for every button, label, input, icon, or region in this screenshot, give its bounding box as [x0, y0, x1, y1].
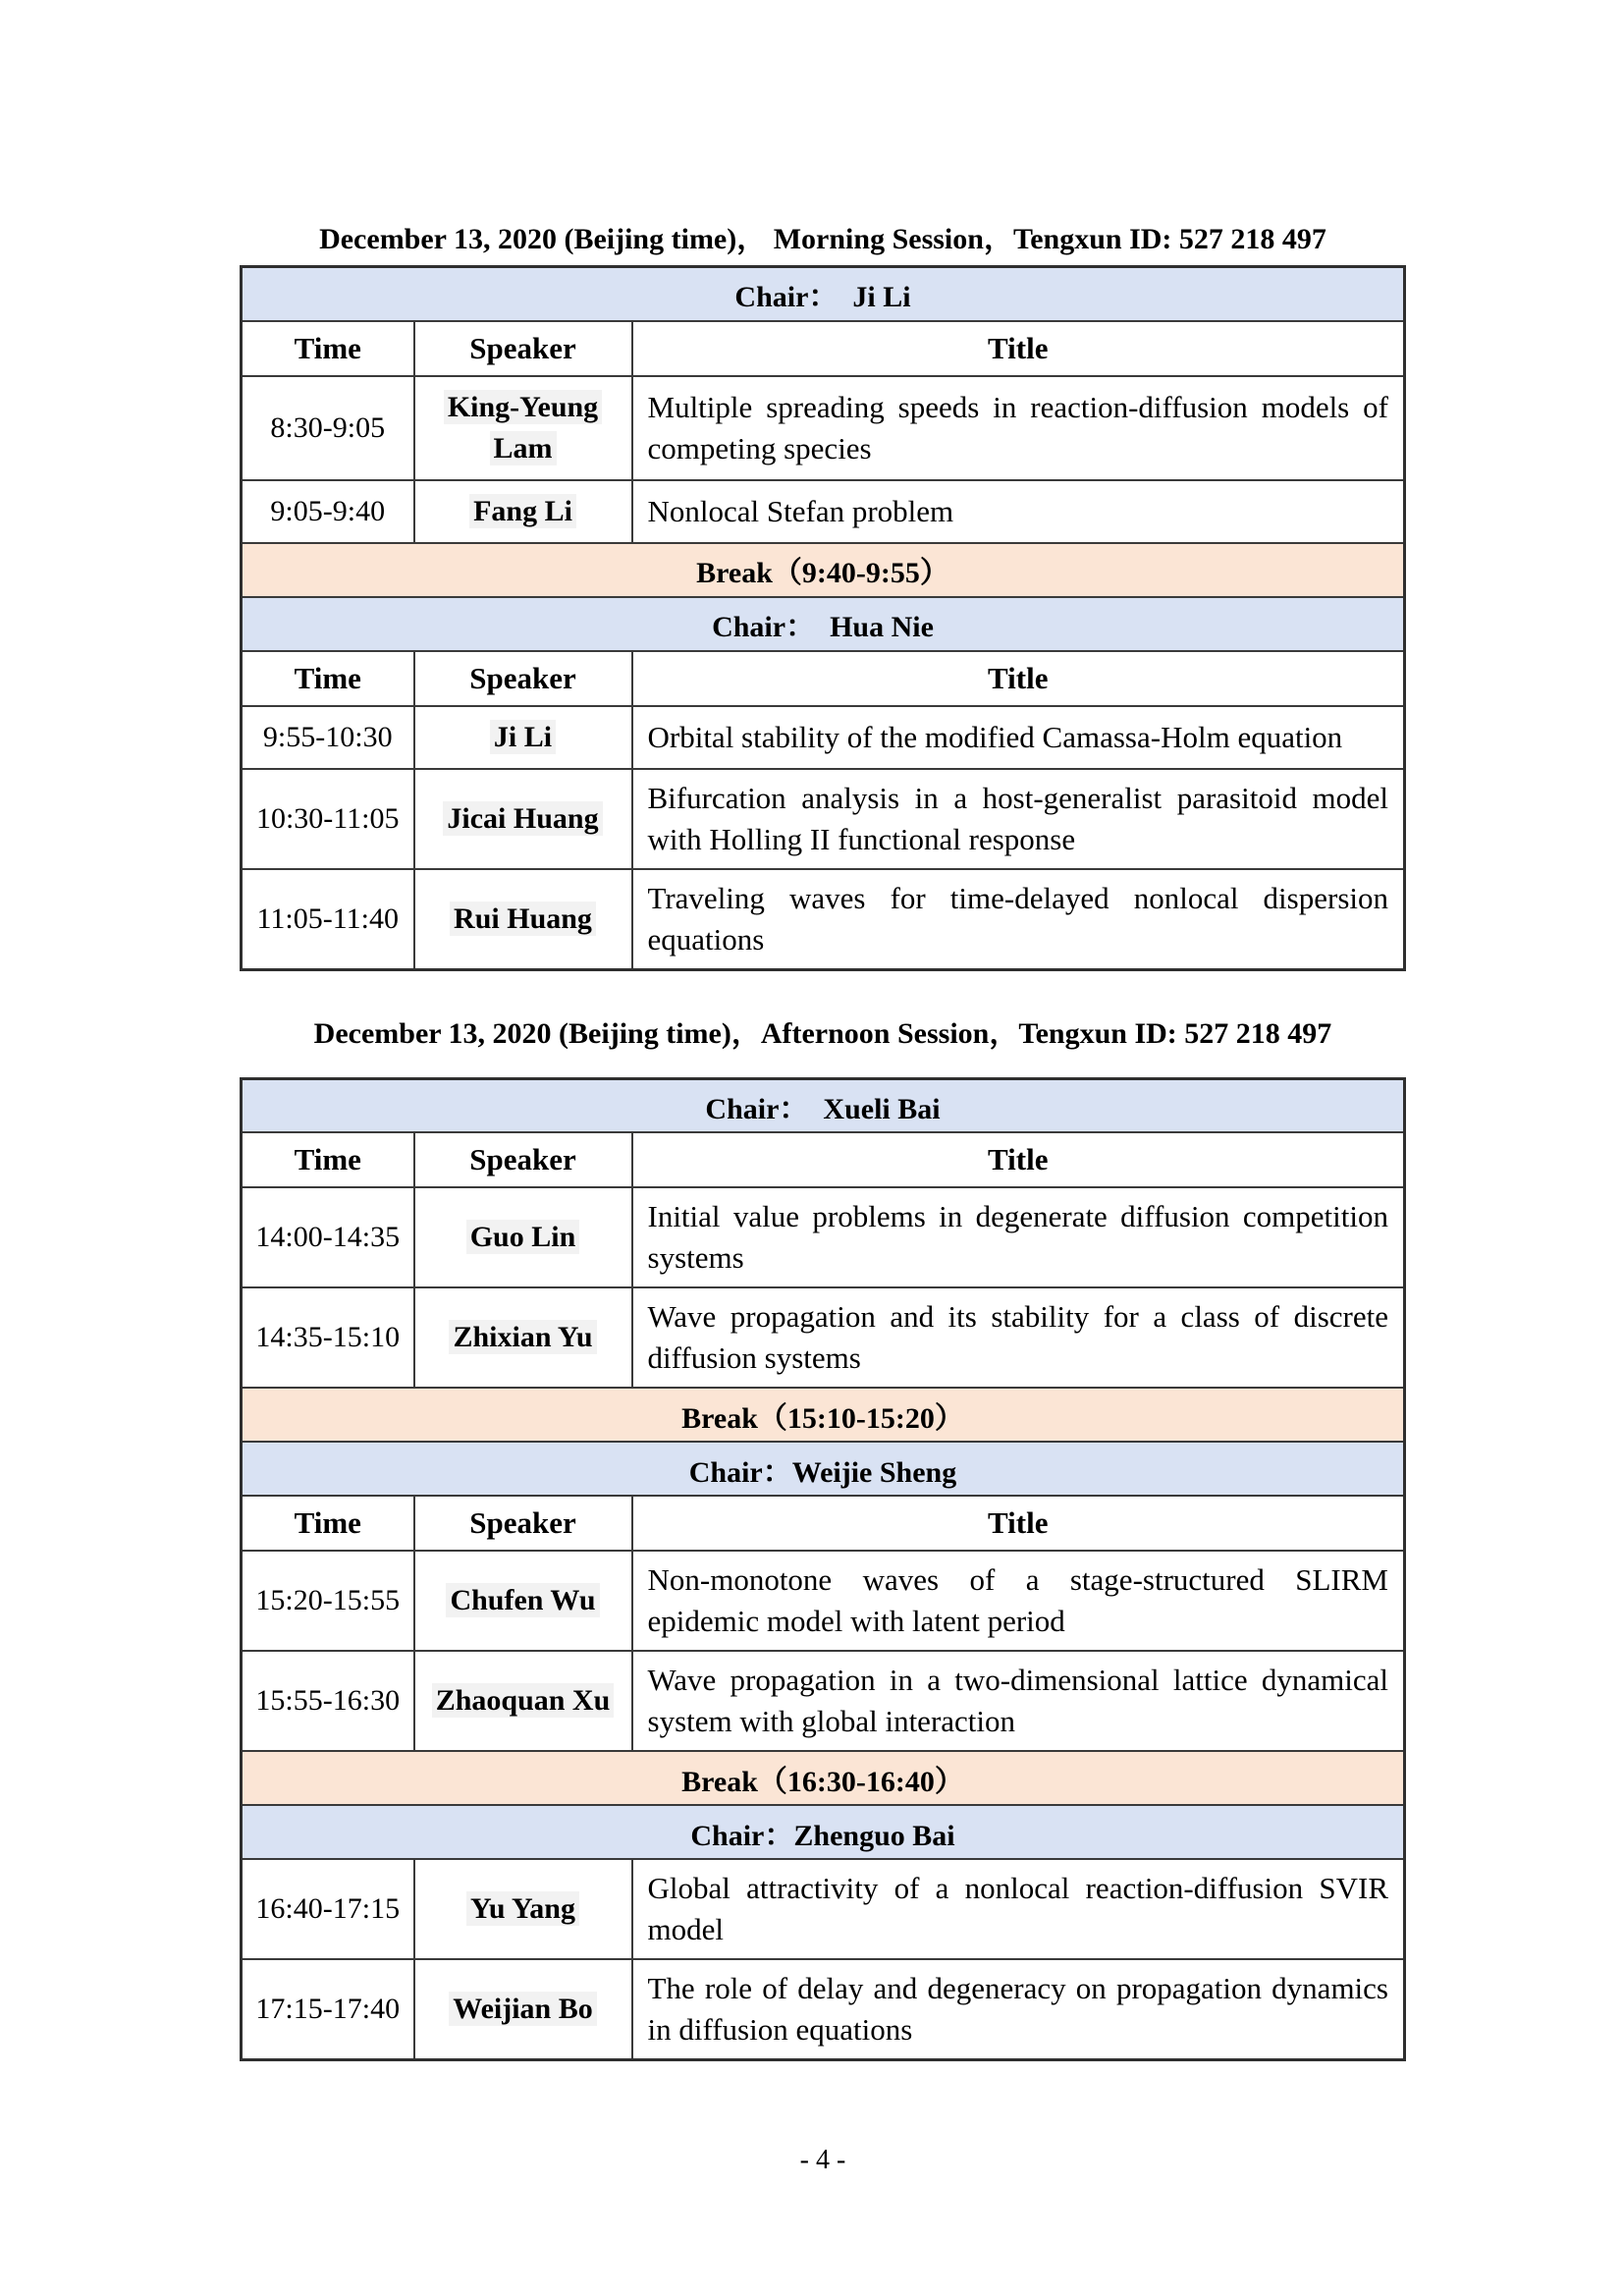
talk-title: Non-monotone waves of a stage-structured SLIRM epidemic model with latent period — [632, 1551, 1405, 1651]
page-content — [240, 0, 1406, 2061]
talk-speaker-cell — [414, 706, 632, 769]
talk-time: 16:40-17:15 — [242, 1859, 414, 1959]
talk-speaker-cell — [414, 1651, 632, 1751]
talk-speaker-cell — [414, 1959, 632, 2060]
talk-title: Traveling waves for time-delayed nonlocal dispersion equations — [632, 869, 1405, 970]
page-number: - 4 - — [799, 2145, 846, 2175]
talk-row — [242, 1959, 1405, 2060]
talk-title: Multiple spreading speeds in reaction-diffusion models of competing species — [632, 376, 1405, 480]
chair-label: Chair： Ji Li — [242, 267, 1405, 321]
talk-title: Nonlocal Stefan problem — [632, 480, 1405, 543]
col-header-time: Time — [242, 1132, 414, 1187]
talk-row — [242, 1187, 1405, 1287]
morning-session-heading: December 13, 2020 (Beijing time)， Morning Session，Tengxun ID: 527 218 497 — [319, 223, 1326, 255]
talk-speaker: Zhaoquan Xu — [432, 1683, 615, 1718]
break-label: Break（15:10-15:20） — [242, 1388, 1405, 1442]
column-header-row — [242, 651, 1405, 706]
talk-title: Bifurcation analysis in a host-generalist parasitoid model with Holling II functional response — [632, 769, 1405, 869]
talk-speaker-cell — [414, 769, 632, 869]
column-header-row — [242, 1496, 1405, 1551]
talk-speaker: Guo Lin — [466, 1220, 580, 1254]
col-header-title: Title — [632, 321, 1405, 376]
talk-time: 10:30-11:05 — [242, 769, 414, 869]
column-header-row — [242, 1132, 1405, 1187]
talk-speaker: Rui Huang — [450, 902, 596, 936]
talk-speaker: Fang Li — [469, 494, 576, 528]
talk-title: Global attractivity of a nonlocal reaction-diffusion SVIR model — [632, 1859, 1405, 1959]
chair-label: Chair： Hua Nie — [242, 597, 1405, 651]
talk-row — [242, 480, 1405, 543]
chair-row — [242, 597, 1405, 651]
talk-speaker: Ji Li — [490, 720, 556, 754]
talk-time: 17:15-17:40 — [242, 1959, 414, 2060]
break-row — [242, 1388, 1405, 1442]
chair-row — [242, 1805, 1405, 1859]
talk-row — [242, 706, 1405, 769]
talk-speaker: Yu Yang — [466, 1891, 579, 1926]
talk-speaker: Jicai Huang — [443, 801, 602, 836]
col-header-title: Title — [632, 1496, 1405, 1551]
col-header-time: Time — [242, 1496, 414, 1551]
talk-time: 15:55-16:30 — [242, 1651, 414, 1751]
talk-row — [242, 1287, 1405, 1388]
talk-title: Wave propagation in a two-dimensional lattice dynamical system with global interaction — [632, 1651, 1405, 1751]
talk-time: 9:05-9:40 — [242, 480, 414, 543]
col-header-speaker: Speaker — [414, 651, 632, 706]
talk-title: Wave propagation and its stability for a class of discrete diffusion systems — [632, 1287, 1405, 1388]
col-header-time: Time — [242, 321, 414, 376]
column-header-row — [242, 321, 1405, 376]
talk-speaker-cell — [414, 869, 632, 970]
talk-row — [242, 1551, 1405, 1651]
break-row — [242, 1751, 1405, 1805]
col-header-speaker: Speaker — [414, 1132, 632, 1187]
break-label: Break（16:30-16:40） — [242, 1751, 1405, 1805]
morning-session-table — [240, 265, 1406, 971]
col-header-title: Title — [632, 1132, 1405, 1187]
talk-row — [242, 769, 1405, 869]
talk-speaker-cell — [414, 1551, 632, 1651]
talk-speaker-cell — [414, 376, 632, 480]
break-row — [242, 543, 1405, 597]
talk-time: 11:05-11:40 — [242, 869, 414, 970]
chair-row — [242, 267, 1405, 321]
col-header-speaker: Speaker — [414, 321, 632, 376]
talk-time: 8:30-9:05 — [242, 376, 414, 480]
talk-title: The role of delay and degeneracy on propagation dynamics in diffusion equations — [632, 1959, 1405, 2060]
chair-row — [242, 1442, 1405, 1496]
talk-title: Initial value problems in degenerate diffusion competition systems — [632, 1187, 1405, 1287]
talk-speaker: Zhixian Yu — [449, 1320, 596, 1354]
talk-time: 14:00-14:35 — [242, 1187, 414, 1287]
talk-speaker: Chufen Wu — [446, 1583, 599, 1617]
chair-label: Chair：Zhenguo Bai — [242, 1805, 1405, 1859]
col-header-title: Title — [632, 651, 1405, 706]
talk-title: Orbital stability of the modified Camassa-Holm equation — [632, 706, 1405, 769]
talk-row — [242, 1859, 1405, 1959]
afternoon-session-heading: December 13, 2020 (Beijing time)，Afternoon Session，Tengxun ID: 527 218 497 — [313, 1016, 1332, 1050]
talk-row — [242, 376, 1405, 480]
talk-row — [242, 1651, 1405, 1751]
talk-speaker-cell — [414, 1859, 632, 1959]
talk-speaker: King-Yeung Lam — [444, 390, 602, 465]
afternoon-session-table — [240, 1077, 1406, 2062]
talk-row — [242, 869, 1405, 970]
talk-time: 15:20-15:55 — [242, 1551, 414, 1651]
talk-time: 14:35-15:10 — [242, 1287, 414, 1388]
chair-label: Chair： Xueli Bai — [242, 1078, 1405, 1132]
chair-label: Chair：Weijie Sheng — [242, 1442, 1405, 1496]
break-label: Break（9:40-9:55） — [242, 543, 1405, 597]
talk-speaker: Weijian Bo — [449, 1992, 597, 2026]
col-header-time: Time — [242, 651, 414, 706]
col-header-speaker: Speaker — [414, 1496, 632, 1551]
talk-speaker-cell — [414, 1287, 632, 1388]
talk-time: 9:55-10:30 — [242, 706, 414, 769]
talk-speaker-cell — [414, 480, 632, 543]
chair-row — [242, 1078, 1405, 1132]
talk-speaker-cell — [414, 1187, 632, 1287]
